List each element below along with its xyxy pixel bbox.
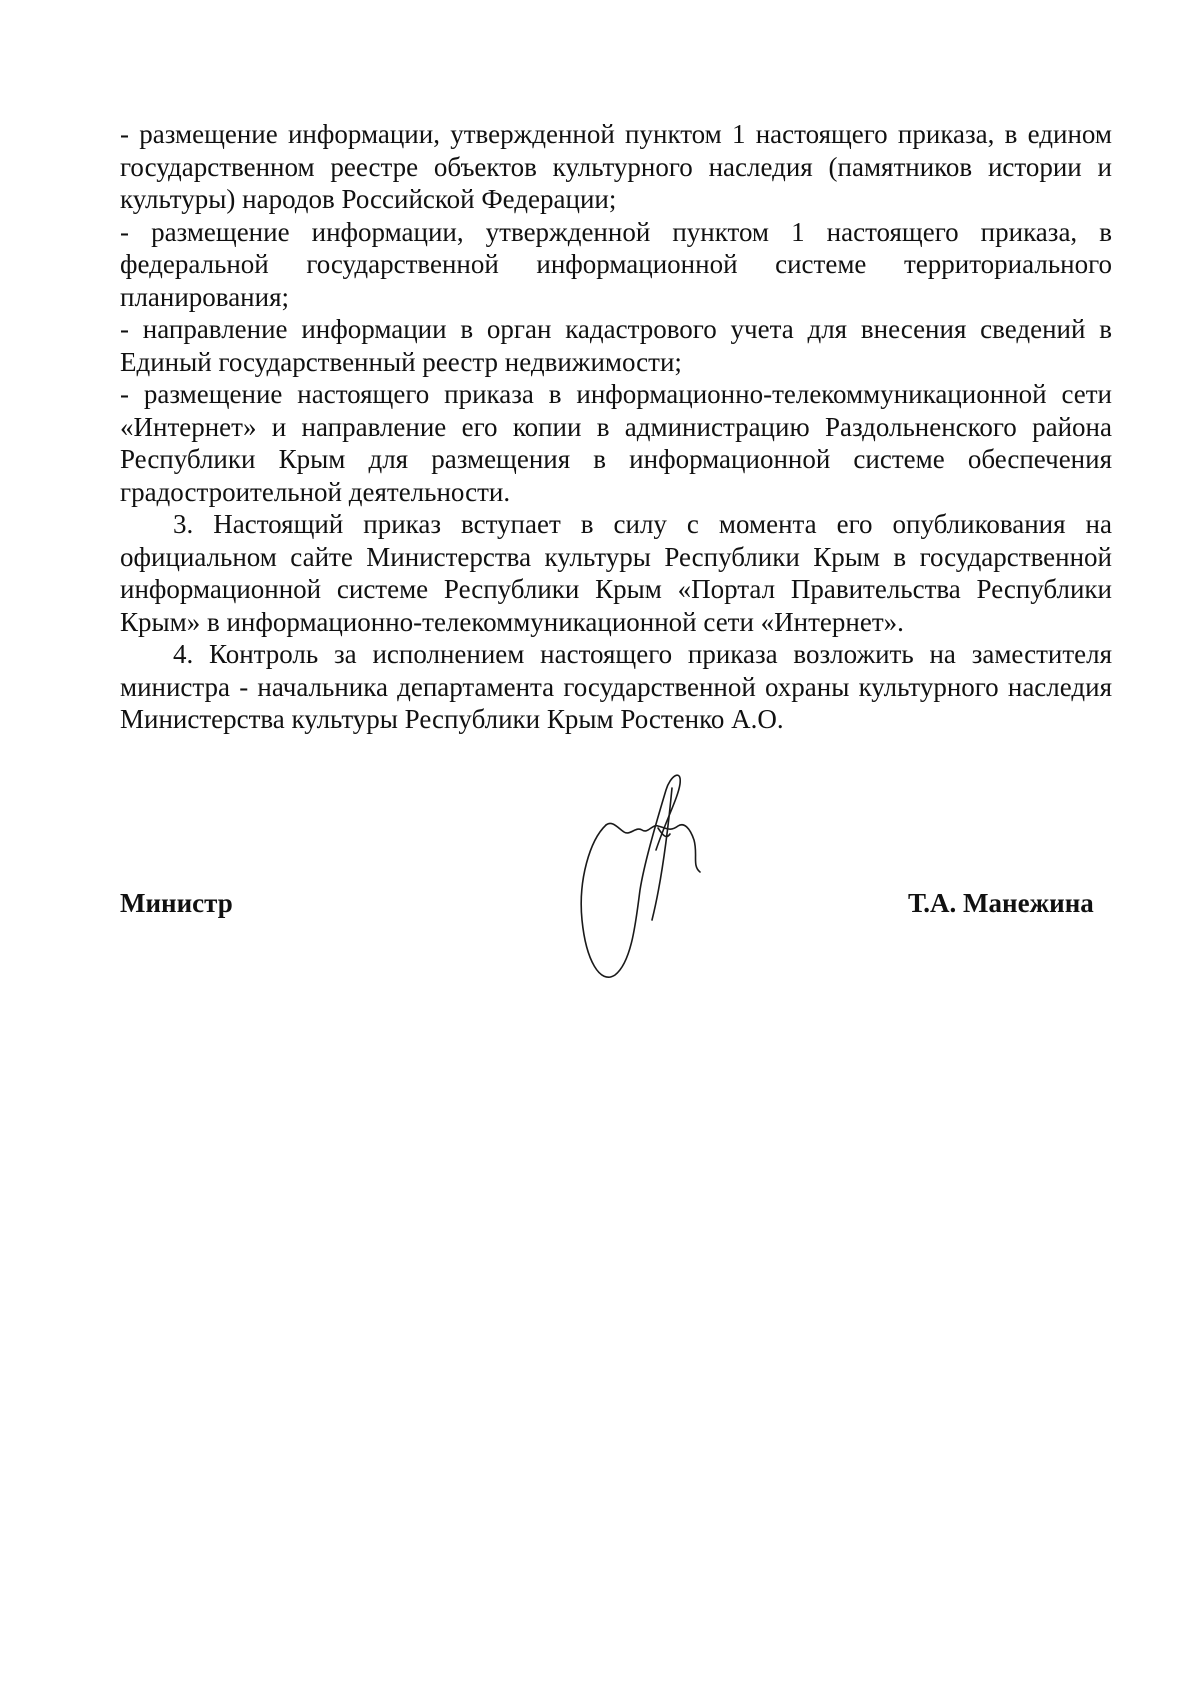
paragraph-item-3: 3. Настоящий приказ вступает в силу с момента его опубликования на официальном сайте Министерства культуры Республики Крым в государственной информационной системе Республики Крым «Портал Правительства Республики Крым» в информационно-телекоммуникационной сети «Интернет». [120, 509, 1112, 637]
paragraph-item-4: 4. Контроль за исполнением настоящего приказа возложить на заместителя министра - начальника департамента государственной охраны культурного наследия Министерства культуры Республики Крым Ростенко А.О. [120, 639, 1112, 734]
paragraph-fgis-tp: - размещение информации, утвержденной пунктом 1 настоящего приказа, в федеральной государственной информационной системе территориального планирования; [120, 216, 1112, 312]
paragraph-egrokn: - размещение информации, утвержденной пунктом 1 настоящего приказа, в едином государственном реестре объектов культурного наследия (памятников истории и культуры) народов Российской Федерации; [120, 119, 1112, 214]
handwritten-signature [570, 770, 770, 1040]
signatory-title: Министр [120, 888, 233, 918]
signatory-name: Т.А. Манежина [908, 888, 1094, 918]
document-body [120, 118, 1112, 736]
paragraph-cadastre: - направление информации в орган кадастрового учета для внесения сведений в Единый государственный реестр недвижимости; [120, 314, 1112, 377]
paragraph-internet: - размещение настоящего приказа в информационно-телекоммуникационной сети «Интернет» и направление его копии в администрацию Раздольненского района Республики Крым для размещения в информационной системе обеспечения градостроительной деятельности. [120, 379, 1112, 507]
